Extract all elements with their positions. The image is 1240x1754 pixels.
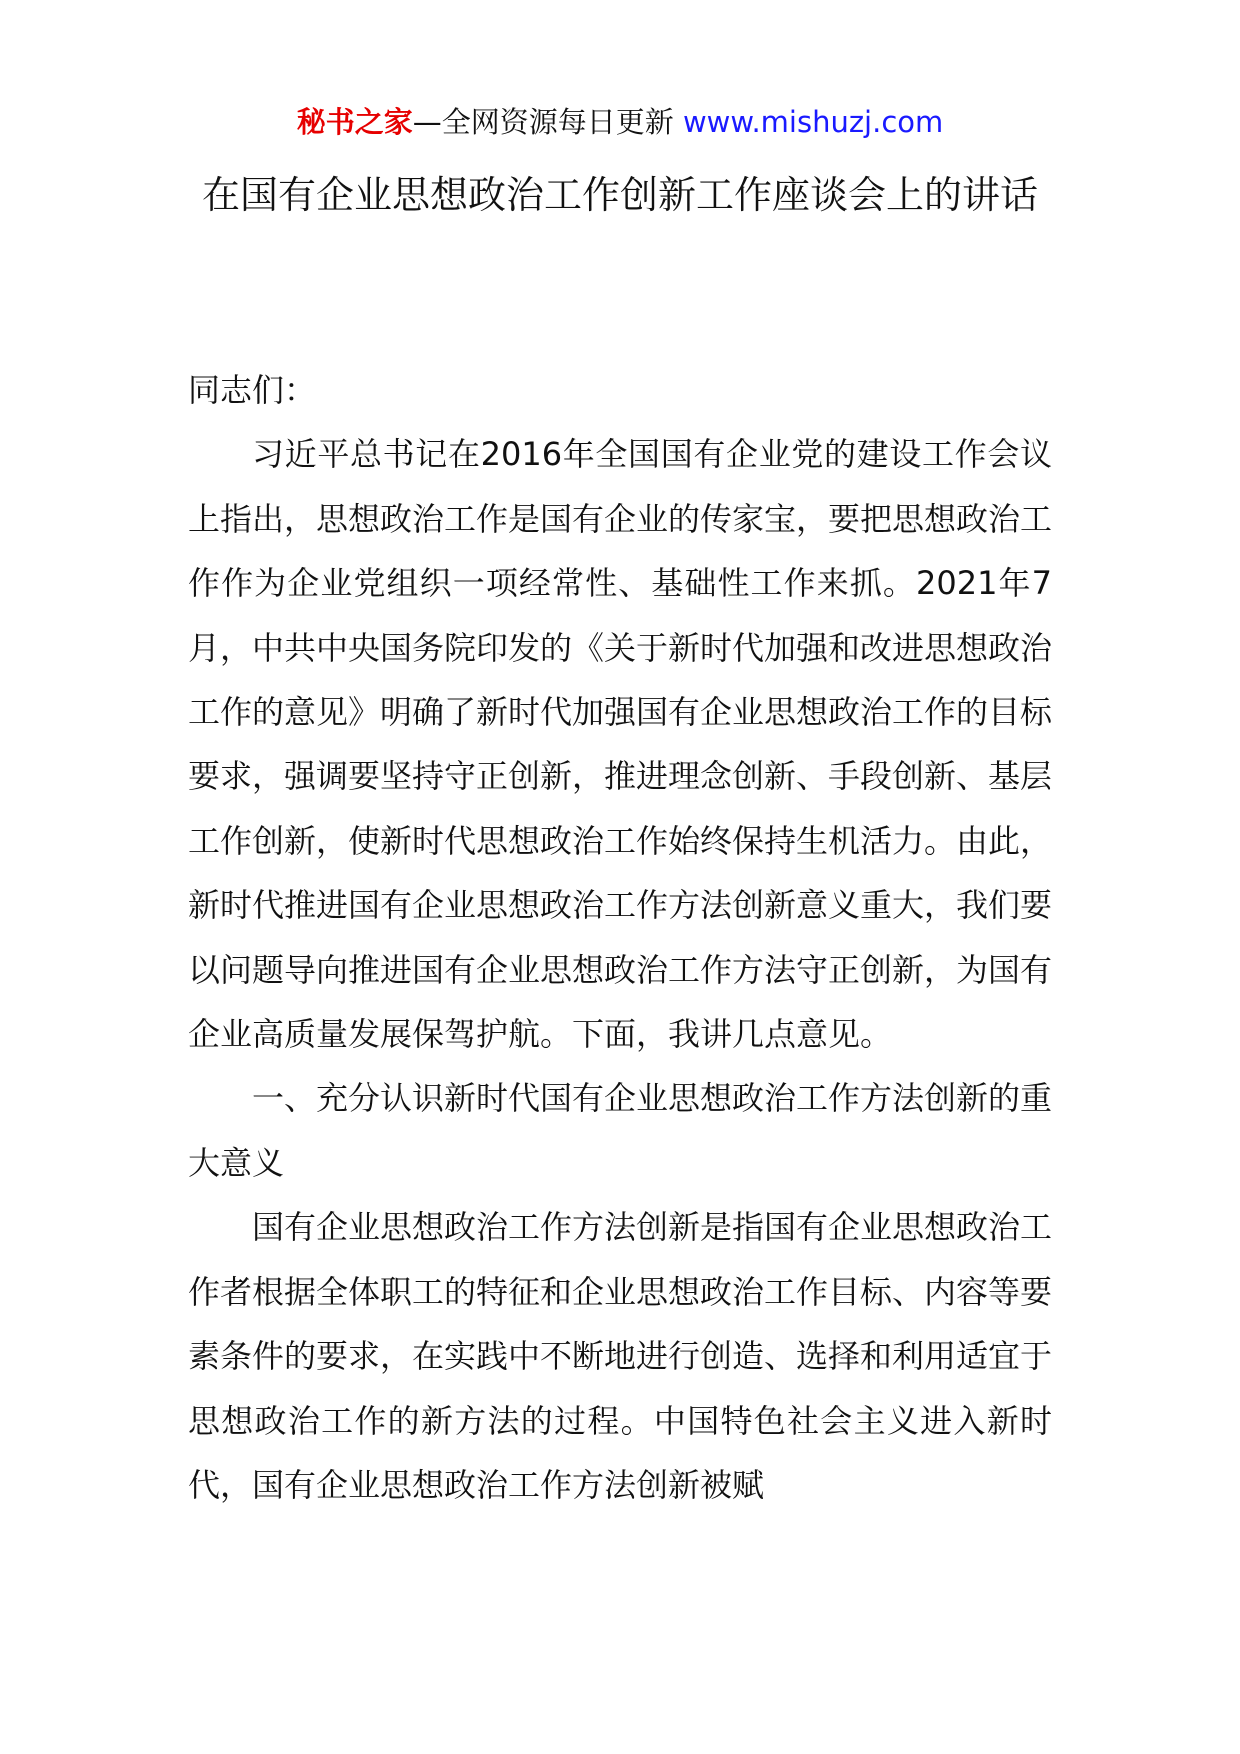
document-title: 在国有企业思想政治工作创新工作座谈会上的讲话 [201, 173, 1038, 217]
brand-name: 秘书之家 [296, 105, 413, 139]
site-url[interactable]: www.mishuzj.com [682, 105, 944, 139]
document-body [188, 358, 1052, 1517]
paragraph: 习近平总书记在2016年全国国有企业党的建设工作会议上指出，思想政治工作是国有企业的传家宝，要把思想政治工作作为企业党组织一项经常性、基础性工作来抓。2021年7月，中共中央国务院印发的《关于新时代加强和改进思想政治工作的意见》明确了新时代加强国有企业思想政治工作的目标要求，强调要坚持守正创新，推进理念创新、手段创新、基层工作创新，使新时代思想政治工作始终保持生机活力。由此，新时代推进国有企业思想政治工作方法创新意义重大，我们要以问题导向推进国有企业思想政治工作方法守正创新，为国有企业高质量发展保驾护航。下面，我讲几点意见。 [188, 435, 1053, 1054]
paragraph: 国有企业思想政治工作方法创新是指国有企业思想政治工作者根据全体职工的特征和企业思想政治工作目标、内容等要素条件的要求，在实践中不断地进行创造、选择和利用适宜于思想政治工作的新方法的过程。中国特色社会主义进入新时代，国有企业思想政治工作方法创新被赋 [188, 1208, 1053, 1504]
salutation: 同志们： [188, 371, 317, 409]
section-heading: 一、充分认识新时代国有企业思想政治工作方法创新的重大意义 [188, 1079, 1053, 1182]
site-header [0, 100, 1240, 144]
header-tagline: —全网资源每日更新 [412, 105, 674, 139]
